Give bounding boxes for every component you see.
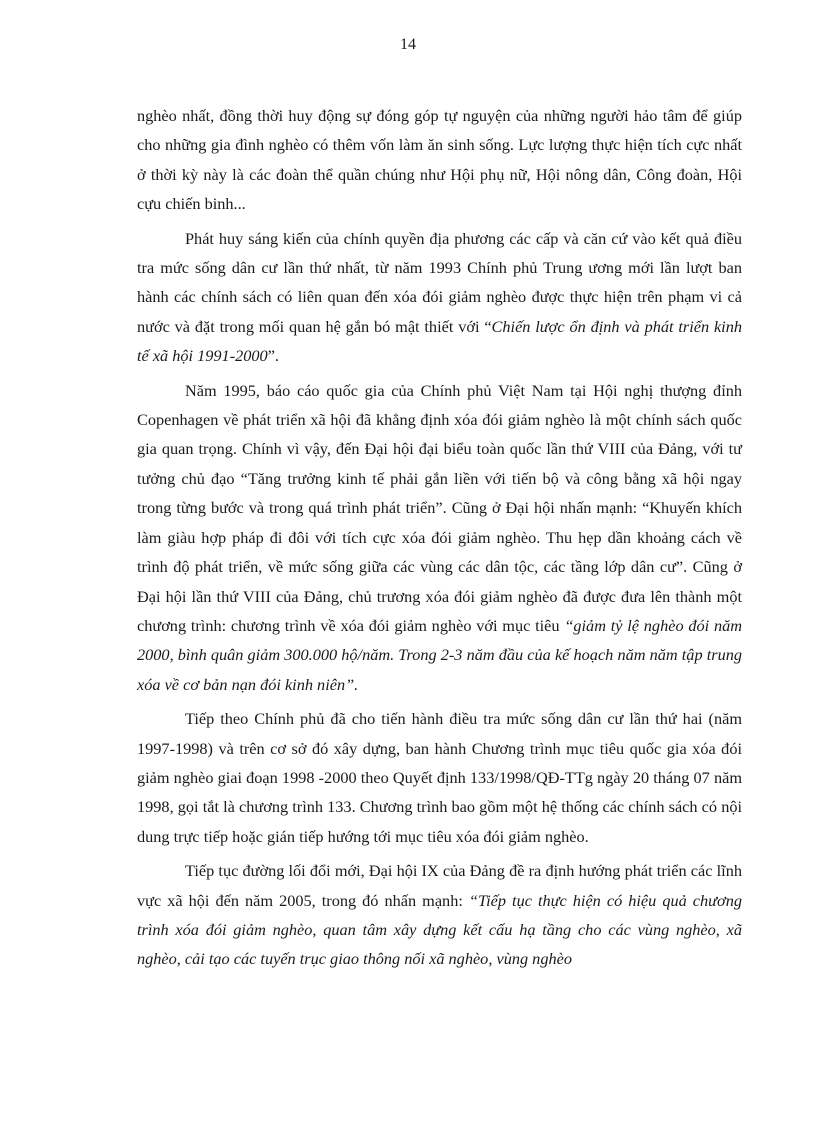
paragraph-4 [137, 704, 742, 851]
text-segment: Tiếp theo Chính phủ đã cho tiến hành điều tra mức sống dân cư lần thứ hai (năm 1997-1998) và trên cơ sở đó xây dựng, ban hành Chương trình mục tiêu quốc gia xóa đói giảm nghèo giai đoạn 1998 -2000 theo Quyết định 133/1998/QĐ-TTg ngày 20 tháng 07 năm 1998, gọi tắt là chương trình 133. Chương trình bao gồm một hệ thống các chính sách có nội dung trực tiếp hoặc gián tiếp hướng tới mục tiêu xóa đói giảm nghèo. [137, 709, 742, 846]
text-segment: Phát huy sáng kiến của chính quyền địa phương các cấp và căn cứ vào kết quả điều tra mức sống dân cư lần thứ nhất, từ năm 1993 Chính phủ Trung ương mới lần lượt ban hành các chính sách có liên quan đến xóa đói giảm nghèo được thực hiện trên phạm vi cả nước và đặt trong mối quan hệ gắn bó mật thiết với “ [137, 228, 742, 336]
italic-segment: “giảm tỷ lệ nghèo đói năm 2000, bình quân giảm 300.000 hộ/năm. Trong 2-3 năm đầu của kế hoạch năm năm tập trung xóa về cơ bản nạn đói kinh niên”. [137, 615, 742, 694]
paragraph-1 [137, 101, 742, 219]
italic-segment: Chiến lược ổn định và phát triển kinh tế xã hội 1991-2000 [137, 316, 742, 366]
document-body [137, 101, 742, 979]
text-segment: Tiếp tục đường lối đổi mới, Đại hội IX của Đảng đề ra định hướng phát triển các lĩnh vực xã hội đến năm 2005, trong đó nhấn mạnh: [137, 861, 742, 910]
paragraph-2 [137, 224, 742, 371]
italic-segment: “Tiếp tục thực hiện có hiệu quả chương trình xóa đói giảm nghèo, quan tâm xây dựng kết cấu hạ tầng cho các vùng nghèo, xã nghèo, cải tạo các tuyến trục giao thông nối xã nghèo, vùng nghèo [137, 890, 742, 969]
paragraph-3 [137, 376, 742, 699]
text-segment: Năm 1995, báo cáo quốc gia của Chính phủ Việt Nam tại Hội nghị thượng đỉnh Copenhagen về phát triển xã hội đã khẳng định xóa đói giảm nghèo là một chính sách quốc gia quan trọng. Chính vì vậy, đến Đại hội đại biểu toàn quốc lần thứ VIII của Đảng, với tư tưởng chủ đạo “Tăng trưởng kinh tế phải gắn liền với tiến bộ và công bằng xã hội ngay trong từng bước và trong quá trình phát triển”. Cũng ở Đại hội nhấn mạnh: “Khuyến khích làm giàu hợp pháp đi đôi với tích cực xóa đói giảm nghèo. Thu hẹp dần khoảng cách về trình độ phát triển, về mức sống giữa các vùng các dân tộc, các tầng lớp dân cư”. Cũng ở Đại hội lần thứ VIII của Đảng, chủ trương xóa đói giảm nghèo đã được đưa lên thành một chương trình: chương trình về xóa đói giảm nghèo với mục tiêu [137, 380, 742, 635]
text-segment: nghèo nhất, đồng thời huy động sự đóng góp tự nguyện của những người hảo tâm để giúp cho những gia đình nghèo có thêm vốn làm ăn sinh sống. Lực lượng thực hiện tích cực nhất ở thời kỳ này là các đoàn thể quần chúng như Hội phụ nữ, Hội nông dân, Công đoàn, Hội cựu chiến binh... [137, 106, 742, 214]
text-segment: ”. [267, 346, 279, 366]
page-number: 14 [400, 36, 416, 53]
paragraph-5 [137, 856, 742, 974]
